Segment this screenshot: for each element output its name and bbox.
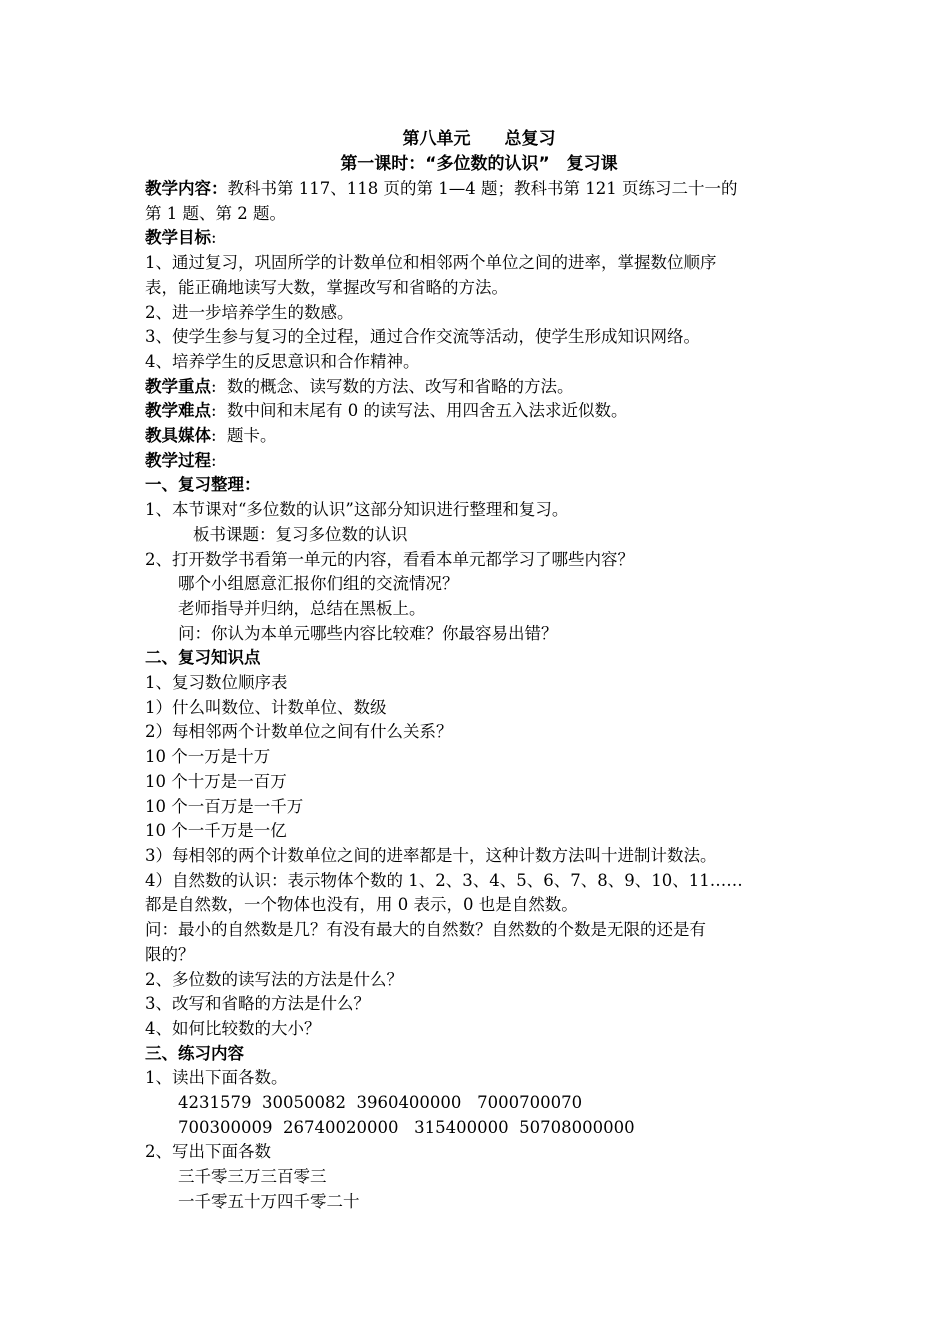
process-colon: :: [211, 450, 217, 470]
section2-line: 4）自然数的认识：表示物体个数的 1、2、3、4、5、6、7、8、9、10、11……: [145, 870, 743, 890]
section1-line: 2、打开数学书看第一单元的内容，看看本单元都学习了哪些内容？: [145, 549, 634, 569]
objective-line: 表，能正确地读写大数，掌握改写和省略的方法。: [145, 277, 508, 297]
section1-line: 哪个小组愿意汇报你们组的交流情况？: [178, 574, 459, 594]
section2-line: 4、如何比较数的大小？: [145, 1018, 321, 1038]
section1-line: 老师指导并归纳，总结在黑板上。: [178, 598, 426, 618]
section2-line: 3）每相邻的两个计数单位之间的进率都是十，这种计数方法叫十进制计数法。: [145, 845, 717, 865]
teaching-content-cont: 第 1 题、第 2 题。: [145, 203, 286, 223]
objective-line: 2、进一步培养学生的数感。: [145, 302, 354, 322]
section3-line: 一千零五十万四千零二十: [178, 1191, 360, 1211]
section2-line: 2）每相邻两个计数单位之间有什么关系？: [145, 722, 453, 742]
media-text: : 题卡。: [211, 426, 277, 446]
section1-title: 一、复习整理：: [145, 475, 261, 495]
difficulties-label: 教学难点: [145, 401, 211, 421]
teaching-content-label: 教学内容：: [145, 179, 228, 198]
section2-line: 1、复习数位顺序表: [145, 673, 288, 693]
lesson-title: 第一课时：“多位数的认识” 复习课: [340, 154, 618, 174]
section1-line: 问：你认为本单元哪些内容比较难？你最容易出错？: [178, 623, 558, 643]
section2-line: 10 个一千万是一亿: [145, 821, 287, 841]
teaching-content-text: 教科书第 117、118 页的第 1—4 题；教科书第 121 页练习二十一的: [227, 179, 738, 198]
key-points: [145, 375, 813, 400]
objective-line: 3、使学生参与复习的全过程，通过合作交流等活动，使学生形成知识网络。: [145, 327, 700, 347]
section2-line: 2、多位数的读写法的方法是什么？: [145, 969, 403, 989]
key-points-label: 教学重点: [145, 376, 211, 396]
objective-line: 4、培养学生的反思意识和合作精神。: [145, 351, 420, 371]
section3-line: 4231579 30050082 3960400000 7000700070: [178, 1093, 583, 1113]
section1-line: 板书课题：复习多位数的认识: [193, 524, 408, 544]
objectives-heading: [145, 226, 813, 251]
objective-line: 1、通过复习，巩固所学的计数单位和相邻两个单位之间的进率，掌握数位顺序: [145, 253, 717, 273]
objectives-label: 教学目标: [145, 228, 211, 248]
document-page: [145, 127, 813, 1215]
difficulties: [145, 399, 813, 424]
section3-line: 2、写出下面各数: [145, 1142, 271, 1162]
section3-title: 三、练习内容: [145, 1043, 244, 1063]
media: [145, 424, 813, 449]
section2-line: 10 个一百万是一千万: [145, 796, 304, 816]
media-label: 教具媒体: [145, 426, 211, 446]
section3-line: 1、读出下面各数。: [145, 1068, 288, 1088]
section2-line: 限的？: [145, 944, 195, 964]
section2-line: 3、改写和省略的方法是什么？: [145, 994, 370, 1014]
unit-title: 第八单元 总复习: [402, 129, 556, 149]
process-heading: [145, 449, 813, 474]
process-label: 教学过程: [145, 450, 211, 470]
section2-line: 1）什么叫数位、计数单位、数级: [145, 697, 387, 717]
difficulties-text: : 数中间和末尾有 0 的读写法、用四舍五入法求近似数。: [211, 401, 628, 421]
section1-line: 1、本节课对“多位数的认识”这部分知识进行整理和复习。: [145, 500, 569, 520]
section2-line: 问：最小的自然数是几？有没有最大的自然数？自然数的个数是无限的还是有: [145, 920, 706, 940]
section3-line: 三千零三万三百零三: [178, 1167, 327, 1187]
section3-line: 700300009 26740020000 315400000 50708000000: [178, 1117, 635, 1137]
section2-title: 二、复习知识点: [145, 648, 261, 668]
objectives-colon: :: [211, 228, 217, 248]
section2-line: 10 个十万是一百万: [145, 771, 287, 791]
teaching-content: [145, 177, 813, 202]
key-points-text: : 数的概念、读写数的方法、改写和省略的方法。: [211, 376, 574, 396]
section2-line: 都是自然数，一个物体也没有，用 0 表示，0 也是自然数。: [145, 895, 578, 915]
section2-line: 10 个一万是十万: [145, 747, 271, 767]
